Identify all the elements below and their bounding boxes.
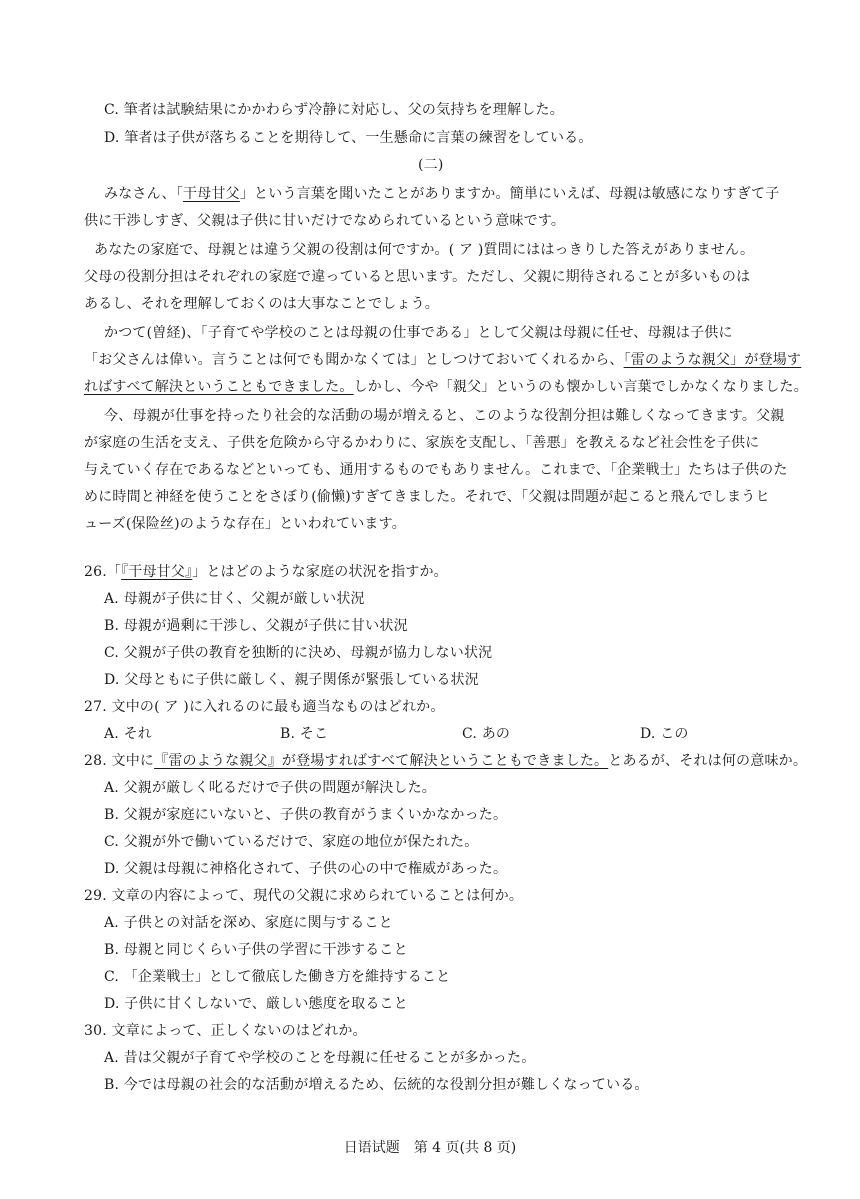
prev-option-d: D. 筆者は子供が落ちることを期待して、一生懸命に言葉の練習をしている。	[104, 130, 593, 146]
passage-line	[104, 184, 779, 204]
text: 26.「	[84, 564, 122, 580]
question-27-option-b: B. そこ	[280, 726, 329, 742]
question-29-stem: 29. 文章の内容によって、現代の父親に求められていることは何か。	[84, 888, 524, 904]
text: 」という言葉を聞いたことがありますか。簡単にいえば、母親は敏感になりすぎて子	[239, 186, 780, 202]
question-26-option-b: B. 母親が過剰に干渉し、父親が子供に甘い状況	[104, 618, 408, 634]
text: 「お父さんは偉い。言うことは何でも聞かなくては」としつけておいてくれるから、	[84, 352, 624, 368]
underlined-phrase: ればすべて解決ということもできました。	[84, 379, 354, 395]
passage-line: かつて(曽経)、「子育てや学校のことは母親の仕事である」として父親は母親に任せ、母親は子供に	[104, 325, 733, 341]
passage-line: 今、母親が仕事を持ったり社会的な活動の場が増えると、このような役割分担は難しくなってきます。父親	[104, 408, 785, 424]
page-footer: 日语试题 第 4 页(共 8 页)	[343, 1140, 517, 1156]
question-30-option-b: B. 今では母親の社会的な活動が増えるため、伝統的な役割分担が難しくなっている。	[104, 1077, 649, 1093]
question-27-option-d: D. この	[640, 726, 689, 742]
passage-line	[84, 377, 808, 397]
text: しかし、今や「親父」というのも懐かしい言葉でしかなくなりました。	[353, 379, 808, 395]
passage-line: 与えていく存在であるなどといっても、通用するものでもありません。これまで、「企業戦士」たちは子供のた	[84, 462, 788, 478]
section-label: (二)	[418, 157, 444, 173]
question-27-option-a: A. それ	[104, 726, 153, 742]
question-28-stem	[84, 751, 807, 771]
prev-option-c: C. 筆者は試験結果にかかわらず冷静に対応し、父の気持ちを理解した。	[104, 102, 564, 118]
question-26-option-a: A. 母親が子供に甘く、父親が厳しい状況	[104, 591, 365, 607]
question-26-option-d: D. 父母ともに子供に厳しく、親子関係が緊張している状況	[104, 672, 479, 688]
question-29-option-c: C. 「企業戦士」として徹底した働き方を維持すること	[104, 969, 451, 985]
passage-line: めに時間と神経を使うことをさぼり(偷懒)すぎてきました。それで、「父親は問題が起こると飛んでしまうヒ	[84, 489, 770, 505]
question-28-option-d: D. 父親は母親に神格化されて、子供の心の中で権威があった。	[104, 861, 508, 877]
passage-line	[84, 350, 801, 370]
text: とあるが、それは何の意味か。	[608, 753, 808, 769]
passage-line: あなたの家庭で、母親とは違う父親の役割は何ですか。( ア )質問にははっきりした答えがありません。	[94, 242, 755, 258]
question-29-option-b: B. 母親と同じくらい子供の学習に干渉すること	[104, 942, 408, 958]
question-27-option-c: C. あの	[462, 726, 511, 742]
text: 」とはどのような家庭の状況を指すか。	[192, 564, 448, 580]
question-28-option-a: A. 父親が厳しく叱るだけで子供の問題が解決した。	[104, 780, 437, 796]
question-30-stem: 30. 文章によって、正しくないのはどれか。	[84, 1023, 367, 1039]
underlined-term: 『干母甘父』	[121, 564, 193, 580]
passage-line: が家庭の生活を支え、子供を危険から守るかわりに、家族を支配し、「善悪」を教えるなど社会性を子供に	[84, 435, 760, 451]
question-26-option-c: C. 父親が子供の教育を独断的に決め、母親が協力しない状況	[104, 645, 493, 661]
underlined-phrase: 「雷のような親父」が登場す	[623, 352, 802, 368]
text: みなさん、「	[104, 186, 184, 202]
underlined-phrase: 『雷のような親父』が登場すればすべて解決ということもできました。	[154, 753, 609, 769]
question-26-stem	[84, 562, 448, 582]
question-27-stem: 27. 文中の( ア )に入れるのに最も適当なものはどれか。	[84, 699, 445, 715]
passage-line: 供に干渉しすぎ、父親は子供に甘いだけでなめられているという意味です。	[84, 213, 566, 229]
question-30-option-a: A. 昔は父親が子育てや学校のことを母親に任せることが多かった。	[104, 1050, 536, 1066]
question-28-option-b: B. 父親が家庭にいないと、子供の教育がうまくいかなかった。	[104, 807, 508, 823]
underlined-term: 干母甘父	[183, 186, 240, 202]
passage-line: 父母の役割分担はそれぞれの家庭で違っていると思います。ただし、父親に期待されることが多いものは	[84, 269, 751, 285]
question-29-option-a: A. 子供との対話を深め、家庭に関与すること	[104, 915, 393, 931]
passage-line: ューズ(保险丝)のような存在」といわれています。	[84, 516, 406, 532]
text: 28. 文中に	[84, 753, 155, 769]
question-28-option-c: C. 父親が外で働いているだけで、家庭の地位が保たれた。	[104, 834, 479, 850]
question-29-option-d: D. 子供に甘くしないで、厳しい態度を取ること	[104, 996, 408, 1012]
passage-line: あるし、それを理解しておくのは大事なことでしょう。	[84, 296, 439, 312]
